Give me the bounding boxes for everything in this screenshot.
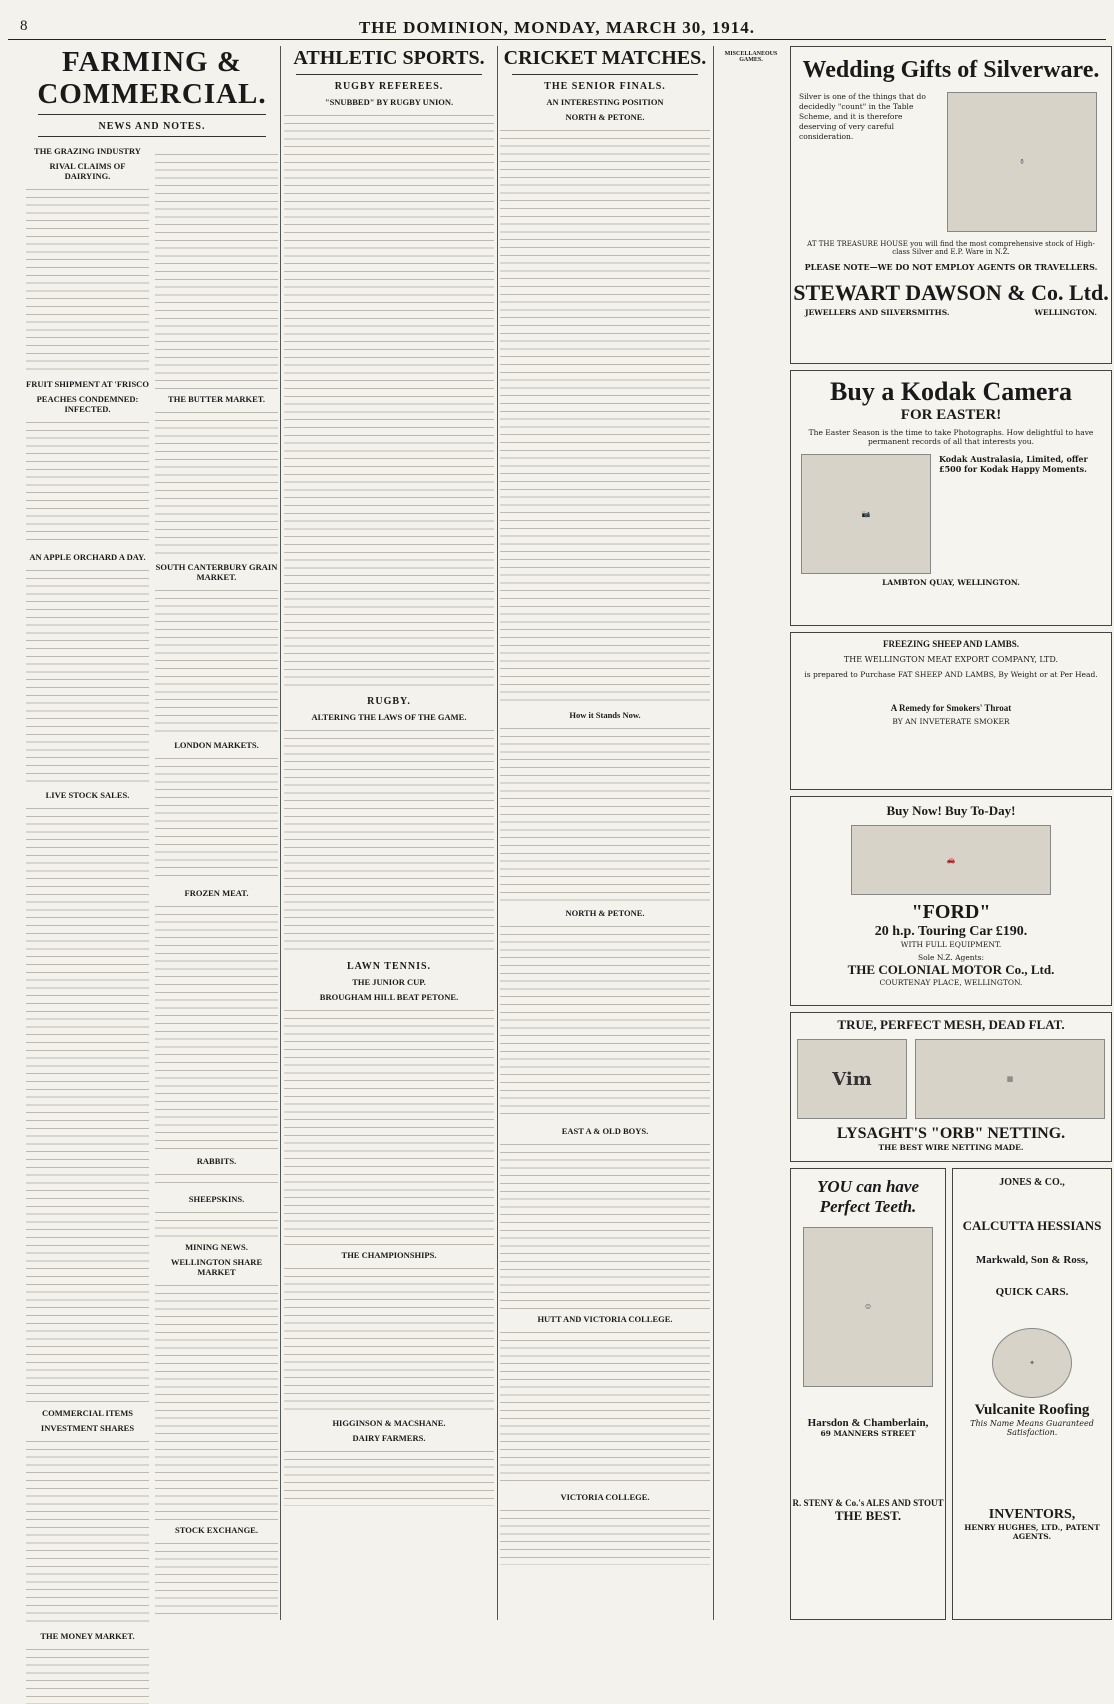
article-title: LONDON MARKETS. bbox=[174, 740, 259, 750]
paper-title: THE DOMINION, MONDAY, MARCH 30, 1914. bbox=[358, 18, 756, 37]
section-heading: ATHLETIC SPORTS. bbox=[293, 47, 485, 69]
article-text bbox=[284, 725, 494, 955]
article-text bbox=[284, 1005, 494, 1245]
article-text bbox=[155, 1207, 278, 1237]
misc-ads bbox=[952, 1168, 1112, 1620]
article-title: STOCK EXCHANGE. bbox=[175, 1525, 258, 1535]
ad-notice: PLEASE NOTE—WE DO NOT EMPLOY AGENTS OR TRAVELLERS. bbox=[804, 262, 1098, 272]
camera-illustration: 📷 bbox=[801, 454, 931, 574]
article-subtitle: VICTORIA COLLEGE. bbox=[560, 1492, 650, 1502]
article-text bbox=[155, 1280, 278, 1520]
article-subtitle: NORTH & PETONE. bbox=[565, 908, 645, 918]
article-text bbox=[155, 1538, 278, 1618]
article-title: THE SENIOR FINALS. bbox=[544, 81, 666, 92]
ad-title: A Remedy for Smokers' Throat bbox=[890, 703, 1012, 713]
article-title: FROZEN MEAT. bbox=[184, 888, 249, 898]
article-subtitle: THE JUNIOR CUP. bbox=[352, 977, 426, 987]
article-text bbox=[26, 184, 149, 374]
article-title: MISCELLANEOUS GAMES. bbox=[724, 51, 778, 63]
ad-address: COURTENAY PLACE, WELLINGTON. bbox=[879, 978, 1023, 987]
netting-illustration: ▦ bbox=[915, 1039, 1105, 1119]
article-title: HIGGINSON & MACSHANE. bbox=[332, 1418, 446, 1428]
cricket-column bbox=[500, 46, 710, 1620]
article-title: FRUIT SHIPMENT AT 'FRISCO bbox=[26, 379, 149, 389]
ad-company: JONES & CO., bbox=[999, 1177, 1065, 1188]
article-text bbox=[500, 125, 710, 705]
ad-company: Markwald, Son & Ross, bbox=[975, 1254, 1089, 1266]
orb-netting-ad bbox=[790, 1012, 1112, 1162]
masthead bbox=[8, 18, 1106, 40]
section-heading: CRICKET MATCHES. bbox=[503, 47, 707, 69]
section-heading: FARMING & COMMERCIAL. bbox=[37, 46, 267, 110]
article-title: THE MONEY MARKET. bbox=[40, 1631, 135, 1641]
ad-product: "FORD" bbox=[911, 901, 991, 923]
article-text bbox=[26, 417, 149, 547]
article-text bbox=[26, 1644, 149, 1704]
article-title: LAWN TENNIS. bbox=[346, 961, 432, 972]
ad-address: 69 MANNERS STREET bbox=[820, 1429, 916, 1438]
ad-price: 20 h.p. Touring Car £190. bbox=[874, 924, 1028, 939]
ad-product: Vulcanite Roofing bbox=[974, 1402, 1090, 1418]
vulcanite-seal: ✦ bbox=[992, 1328, 1072, 1398]
article-text bbox=[500, 921, 710, 1121]
ad-subtitle: HENRY HUGHES, LTD., PATENT AGENTS. bbox=[964, 1523, 1100, 1541]
ad-company: R. STENY & Co.'s ALES AND STOUT bbox=[792, 1498, 944, 1508]
article-title: THE CHAMPIONSHIPS. bbox=[341, 1250, 437, 1260]
article-subtitle: PEACHES CONDEMNED: INFECTED. bbox=[36, 394, 139, 414]
article-title: THE BUTTER MARKET. bbox=[168, 394, 265, 404]
article-text bbox=[284, 1263, 494, 1413]
silverware-ad bbox=[790, 46, 1112, 364]
misc-col-placeholder bbox=[716, 46, 786, 1620]
article-title: LIVE STOCK SALES. bbox=[45, 790, 130, 800]
article-title: SHEEPSKINS. bbox=[188, 1194, 245, 1204]
article-text bbox=[284, 110, 494, 690]
ad-title: Buy a Kodak Camera bbox=[830, 377, 1072, 406]
ad-title: TRUE, PERFECT MESH, DEAD FLAT. bbox=[837, 1017, 1065, 1032]
article-subtitle: How it Stands Now. bbox=[569, 710, 641, 720]
silverware-illustration: ⚱ bbox=[947, 92, 1097, 232]
ad-subtitle: FOR EASTER! bbox=[900, 407, 1002, 423]
ad-text: The Easter Season is the time to take Photographs. How delightful to have permanent records of all that interests you. bbox=[808, 428, 1094, 446]
ad-product: LYSAGHT'S "ORB" NETTING. bbox=[836, 1125, 1066, 1142]
article-subtitle: AN INTERESTING POSITION bbox=[546, 97, 664, 107]
ad-subtitle: THE BEST. bbox=[834, 1508, 902, 1523]
article-subtitle: HUTT AND VICTORIA COLLEGE. bbox=[537, 1314, 673, 1324]
article-text bbox=[500, 1327, 710, 1487]
column-rule bbox=[497, 46, 498, 1620]
ad-subtitle: THE BEST WIRE NETTING MADE. bbox=[878, 1143, 1024, 1152]
advertiser-trade: JEWELLERS AND SILVERSMITHS. bbox=[805, 308, 950, 317]
ad-product: QUICK CARS. bbox=[995, 1286, 1069, 1298]
article-title: SOUTH CANTERBURY GRAIN MARKET. bbox=[155, 562, 278, 582]
article-text bbox=[500, 1505, 710, 1565]
ad-product: CALCUTTA HESSIANS bbox=[962, 1218, 1102, 1233]
advertisements-column bbox=[790, 46, 1112, 1620]
freezing-sheep-ad bbox=[790, 632, 1112, 790]
ad-company: THE COLONIAL MOTOR Co., Ltd. bbox=[847, 962, 1055, 977]
ad-banner: Buy Now! Buy To-Day! bbox=[886, 803, 1016, 818]
article-text bbox=[155, 585, 278, 735]
article-text bbox=[26, 803, 149, 1403]
ad-text: is prepared to Purchase FAT SHEEP AND LAMBS, By Weight or at Per Head. bbox=[804, 670, 1098, 679]
advertiser-city: WELLINGTON. bbox=[1034, 308, 1097, 317]
ford-ad bbox=[790, 796, 1112, 1006]
advertiser-name: STEWART DAWSON & Co. Ltd. bbox=[793, 280, 1109, 305]
farming-commercial-column bbox=[26, 46, 278, 1641]
ad-address: LAMBTON QUAY, WELLINGTON. bbox=[882, 578, 1020, 587]
teeth-illustration: ☺ bbox=[803, 1227, 933, 1387]
article-subtitle: DAIRY FARMERS. bbox=[352, 1433, 426, 1443]
article-subtitle: EAST A & OLD BOYS. bbox=[561, 1126, 649, 1136]
article-text bbox=[155, 149, 278, 389]
ad-equipment: WITH FULL EQUIPMENT. bbox=[900, 940, 1002, 949]
article-text bbox=[284, 1446, 494, 1506]
article-title: RUGBY. bbox=[367, 696, 411, 707]
car-illustration: 🚗 bbox=[851, 825, 1051, 895]
subheading: NEWS AND NOTES. bbox=[98, 121, 206, 132]
article-title: MINING NEWS. bbox=[185, 1242, 248, 1252]
article-subtitle: RIVAL CLAIMS OF DAIRYING. bbox=[49, 161, 126, 181]
article-text bbox=[500, 1139, 710, 1309]
column-rule bbox=[280, 46, 281, 1620]
article-title: RABBITS. bbox=[196, 1156, 237, 1166]
article-text bbox=[26, 565, 149, 785]
article-text bbox=[500, 723, 710, 903]
article-text bbox=[155, 901, 278, 1151]
article-subtitle: BROUGHAM HILL BEAT PETONE. bbox=[319, 992, 459, 1002]
ad-title: YOU can have Perfect Teeth. bbox=[817, 1177, 919, 1216]
article-subtitle: WELLINGTON SHARE MARKET bbox=[170, 1257, 263, 1277]
article-text bbox=[155, 753, 278, 883]
ad-company: Harsdon & Chamberlain, bbox=[807, 1417, 929, 1429]
page-number: 8 bbox=[20, 18, 28, 34]
ad-title: FREEZING SHEEP AND LAMBS. bbox=[882, 639, 1020, 649]
ad-subtitle: BY AN INVETERATE SMOKER bbox=[892, 717, 1010, 726]
article-subtitle: INVESTMENT SHARES bbox=[40, 1423, 135, 1433]
ad-company: THE WELLINGTON MEAT EXPORT COMPANY, LTD. bbox=[843, 655, 1059, 664]
ad-agents-label: Sole N.Z. Agents: bbox=[917, 953, 985, 962]
athletic-sports-column bbox=[284, 46, 494, 1620]
article-subtitle: ALTERING THE LAWS OF THE GAME. bbox=[311, 712, 467, 722]
vim-logo: Vim bbox=[797, 1039, 907, 1119]
article-title: COMMERCIAL ITEMS bbox=[42, 1408, 133, 1418]
article-subtitle: "SNUBBED" BY RUGBY UNION. bbox=[324, 97, 454, 107]
ad-text: Silver is one of the things that do decidedly "count" in the Table Scheme, and it is therefore deserving of very careful consideration. bbox=[799, 92, 926, 141]
ad-caption: AT THE TREASURE HOUSE you will find the most comprehensive stock of High-class Silver and E.P. Ware in N.Z. bbox=[807, 240, 1095, 256]
kodak-ad bbox=[790, 370, 1112, 626]
article-title: AN APPLE ORCHARD A DAY. bbox=[29, 552, 146, 562]
column-rule bbox=[713, 46, 714, 1620]
ad-title: INVENTORS, bbox=[988, 1507, 1076, 1522]
ad-subtitle: This Name Means Guaranteed Satisfaction. bbox=[970, 1419, 1094, 1437]
ad-title: Wedding Gifts of Silverware. bbox=[802, 57, 1100, 83]
article-text bbox=[26, 1436, 149, 1626]
article-text bbox=[155, 1169, 278, 1189]
article-subtitle: NORTH & PETONE. bbox=[565, 112, 645, 122]
ad-offer: Kodak Australasia, Limited, offer £500 for Kodak Happy Moments. bbox=[939, 454, 1088, 474]
teeth-ad bbox=[790, 1168, 946, 1620]
article-text bbox=[155, 407, 278, 557]
article-title: THE GRAZING INDUSTRY bbox=[34, 146, 141, 156]
article-title: RUGBY REFEREES. bbox=[334, 81, 444, 92]
